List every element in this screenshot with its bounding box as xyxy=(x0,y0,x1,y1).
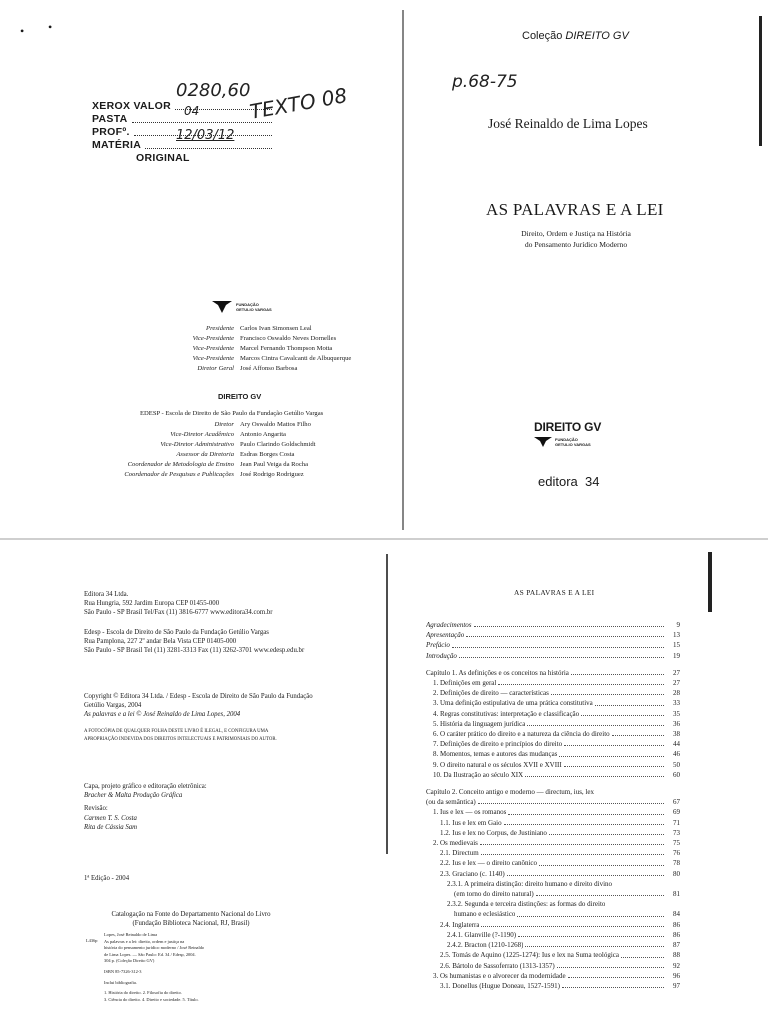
toc-leader-dots xyxy=(517,916,664,917)
toc-page-number: 69 xyxy=(673,808,680,817)
toc-page-number: 36 xyxy=(673,719,680,728)
toc-leader-dots xyxy=(595,705,664,706)
cip-line: história do pensamento jurídico moderno / José Reinaldo xyxy=(104,945,205,951)
toc-leader-dots xyxy=(557,967,664,968)
toc-leader-dots xyxy=(562,987,664,988)
address-line: Edesp - Escola de Direito de São Paulo da Fundação Getúlio Vargas xyxy=(84,629,269,636)
toc-page-number: 92 xyxy=(673,961,680,970)
toc-page-number: 50 xyxy=(673,760,680,769)
page-edge xyxy=(759,16,762,146)
toc-page-number: 75 xyxy=(673,839,680,848)
cip-line: ISBN 85-7326-312-3 xyxy=(104,968,142,974)
book-title: AS PALAVRAS E A LEI xyxy=(486,200,664,219)
editora-address xyxy=(84,590,273,618)
toc-page-number: 84 xyxy=(673,910,680,919)
toc-entry-title: 7. Definições de direito e princípios do direito xyxy=(433,740,563,749)
cip-line: As palavras e a lei: direito, ordem e justiça na xyxy=(104,938,185,944)
table-of-contents xyxy=(426,620,680,991)
credits-line: Rita de Cássia Sam xyxy=(84,823,138,831)
toc-leader-dots xyxy=(518,936,664,937)
toc-entry-title: 1.1. Ius e lex em Gaio xyxy=(440,818,502,827)
toc-entry-title: Prefácio xyxy=(426,641,450,650)
toc-entry xyxy=(426,818,680,828)
toc-page-number: 76 xyxy=(673,849,680,858)
board-name: Francisco Oswaldo Neves Dornelles xyxy=(240,335,337,342)
toc-leader-dots xyxy=(508,814,664,815)
photocopy-warning xyxy=(84,728,277,744)
toc-page-number: 96 xyxy=(673,971,680,980)
toc-entry-title: 10. Da Ilustração ao século XIX xyxy=(433,770,524,779)
toc-entry-title: 2. Os medievais xyxy=(433,839,478,848)
board-role: Vice-Presidente xyxy=(192,345,234,352)
cip-line: de Lima Lopes. — São Paulo: Ed. 34 / Edesp, 2004. xyxy=(104,951,196,957)
toc-entry xyxy=(426,739,680,749)
toc-page-number: 81 xyxy=(673,890,680,899)
toc-page-number: 71 xyxy=(673,818,680,827)
staff-name: Ary Oswaldo Mattos Filho xyxy=(240,421,311,428)
toc-entry xyxy=(426,889,680,899)
copyright-line: As palavras e a lei © José Reinaldo de Lima Lopes, 2004 xyxy=(84,711,241,719)
page-range-handwritten-note: p.68-75 xyxy=(452,72,518,92)
fgv-emblem-icon xyxy=(534,436,552,448)
toc-entry xyxy=(426,961,680,971)
board-role: Presidente xyxy=(206,325,234,332)
toc-leader-dots xyxy=(474,626,665,627)
toc-entry xyxy=(426,920,680,930)
toc-page-number: 78 xyxy=(673,859,680,868)
board-role: Vice-Presidente xyxy=(192,355,234,362)
toc-page-number: 35 xyxy=(673,709,680,718)
warning-line: APROPRIAÇÃO INDEVIDA DOS DIREITOS INTELECTUAIS E PATRIMONIAIS DO AUTOR. xyxy=(84,737,277,742)
toc-entry xyxy=(426,698,680,708)
copyright-line: Getúlio Vargas, 2004 xyxy=(84,702,142,710)
toc-leader-dots xyxy=(525,776,664,777)
toc-page-number: 28 xyxy=(673,689,680,698)
toc-entry xyxy=(426,620,680,630)
credits-line: Bracher & Malta Produção Gráfica xyxy=(84,792,183,800)
xerox-handwritten-value: 0280,60 xyxy=(176,80,251,101)
xerox-label: XEROX VALOR xyxy=(92,100,171,112)
texto-handwritten-note: TEXTO 08 xyxy=(247,83,349,124)
toc-entry xyxy=(426,678,680,688)
toc-page-number: 86 xyxy=(673,920,680,929)
speck-mark: • xyxy=(48,20,53,34)
toc-leader-dots xyxy=(527,725,664,726)
toc-entry xyxy=(426,828,680,838)
toc-leader-dots xyxy=(564,745,664,746)
address-line: Rua Hungria, 592 Jardim Europa CEP 01455-000 xyxy=(84,600,220,608)
cip-line: 304 p. (Coleção Direito GV) xyxy=(104,958,155,964)
cip-code: L436p xyxy=(86,938,98,943)
toc-entry-title: 2.3. Graciano (c. 1140) xyxy=(440,869,505,878)
toc-entry-title: 2.4.2. Bracton (1210-1268) xyxy=(447,941,524,950)
cip-line: 3. Ciência do direito. 4. Direito e sociedade. 5. Título. xyxy=(104,996,199,1002)
toc-leader-dots xyxy=(452,647,664,648)
toc-entry xyxy=(426,879,680,889)
edition-label: 1ª Edição - 2004 xyxy=(84,875,130,882)
fgv-logo-line1: FUNDAÇÃO xyxy=(236,302,259,307)
address-line: São Paulo - SP Brasil Tel/Fax (11) 3816-6777 www.editora34.com.br xyxy=(84,609,273,617)
edesp-staff-list xyxy=(86,420,315,480)
toc-entry xyxy=(426,899,680,909)
toc-entry-title: (em torno do direito natural) xyxy=(454,890,534,899)
toc-entry-title: 5. História da linguagem jurídica xyxy=(433,719,526,728)
toc-leader-dots xyxy=(551,694,664,695)
toc-entry xyxy=(426,797,680,807)
toc-page-number: 67 xyxy=(673,798,680,807)
toc-leader-dots xyxy=(498,684,664,685)
page-top-right xyxy=(400,0,768,540)
toc-leader-dots xyxy=(504,824,664,825)
toc-page-number: 80 xyxy=(673,869,680,878)
toc-leader-dots xyxy=(466,636,664,637)
toc-entry-title: Agradecimentos xyxy=(426,621,472,629)
toc-page-number: 97 xyxy=(673,981,680,990)
staff-name: José Rodrigo Rodriguez xyxy=(240,471,304,478)
toc-entry xyxy=(426,858,680,868)
toc-page-number: 13 xyxy=(673,631,680,640)
toc-leader-dots xyxy=(564,766,664,767)
credits-line: Revisão: xyxy=(84,805,108,813)
toc-entry xyxy=(426,971,680,981)
toc-entry xyxy=(426,930,680,940)
credits-block xyxy=(84,782,207,832)
toc-entry xyxy=(426,838,680,848)
toc-leader-dots xyxy=(480,844,664,845)
toc-page-number: 44 xyxy=(673,740,680,749)
toc-entry xyxy=(426,688,680,698)
toc-page-number: 86 xyxy=(673,930,680,939)
toc-entry xyxy=(426,869,680,879)
warning-line: A FOTOCÓPIA DE QUALQUER FOLHA DESTE LIVRO É ILEGAL, E CONFIGURA UMA xyxy=(84,729,269,734)
toc-running-header: AS PALAVRAS E A LEI xyxy=(514,588,595,597)
toc-entry xyxy=(426,729,680,739)
toc-leader-dots xyxy=(481,854,664,855)
book-author: José Reinaldo de Lima Lopes xyxy=(488,116,648,131)
toc-entry xyxy=(426,749,680,759)
board-name: Carlos Ivan Simonsen Leal xyxy=(240,325,312,332)
staff-role: Assessor da Diretoria xyxy=(176,451,234,458)
copyright-block xyxy=(84,692,313,720)
catalog-heading xyxy=(86,910,296,928)
toc-entry-title: 1. Ius e lex — os romanos xyxy=(433,808,507,817)
toc-entry-title: 3.1. Donellus (Hugue Doneau, 1527-1591) xyxy=(440,981,560,990)
cip-line: Inclui bibliografia. xyxy=(104,979,137,985)
cip-line: Lopes, José Reinaldo de Lima xyxy=(104,932,158,937)
toc-entry-title: 2.5. Tomás de Aquino (1225-1274): Ius e lex na Suma teológica xyxy=(440,951,620,960)
toc-leader-dots xyxy=(507,875,664,876)
toc-entry-title: Capítulo 2. Conceito antigo e moderno — directum, ius, lex xyxy=(426,788,594,797)
page-bottom-left xyxy=(0,540,386,1024)
prof-label: PROFº. xyxy=(92,126,130,138)
subtitle-line: Direito, Ordem e Justiça na História xyxy=(521,229,631,238)
cip-record xyxy=(104,932,204,1003)
toc-page-number: 15 xyxy=(673,641,680,650)
toc-entry-title: 9. O direito natural e os séculos XVII e XVIII xyxy=(433,760,562,769)
toc-entry-title: 2.4. Inglaterra xyxy=(440,920,480,929)
staff-role: Diretor xyxy=(214,421,234,428)
address-line: Editora 34 Ltda. xyxy=(84,591,129,598)
toc-page-number: 73 xyxy=(673,828,680,837)
toc-entry-title: 8. Momentos, temas e autores das mudanças xyxy=(433,750,558,759)
edesp-line: EDESP - Escola de Direito de São Paulo da Fundação Getúlio Vargas xyxy=(140,410,324,417)
toc-entry-title: 2.6. Bártolo de Sassoferrato (1313-1357) xyxy=(440,961,555,970)
original-label: ORIGINAL xyxy=(136,152,190,164)
page-edge xyxy=(708,552,712,612)
toc-entry xyxy=(426,909,680,919)
staff-name: Esdras Borges Costa xyxy=(240,451,295,458)
toc-entry xyxy=(426,719,680,729)
credits-line: Carmen T. S. Costa xyxy=(84,814,137,822)
collection-name: DIREITO GV xyxy=(565,30,629,42)
board-name: Marcel Fernando Thompson Motta xyxy=(240,345,333,352)
pasta-handwritten-value: 04 xyxy=(184,104,200,118)
toc-leader-dots xyxy=(559,756,664,757)
collection-prefix: Coleção xyxy=(522,30,566,42)
toc-entry xyxy=(426,651,680,661)
subtitle-line: do Pensamento Jurídico Moderno xyxy=(524,240,628,249)
fgv-logo-line2: GETULIO VARGAS xyxy=(236,307,272,312)
toc-entry-title: 3. Os humanistas e o alvorecer da modernidade xyxy=(433,971,566,980)
toc-entry-title: 2.1. Directum xyxy=(440,849,479,858)
book-subtitle xyxy=(508,228,644,250)
board-name: Marcos Cintra Cavalcanti de Albuquerque xyxy=(240,355,352,362)
credits-line: Capa, projeto gráfico e editoração eletrônica: xyxy=(84,783,207,790)
direitogv-heading: DIREITO GV xyxy=(218,392,262,401)
toc-entry xyxy=(426,640,680,650)
staff-role: Vice-Diretor Acadêmico xyxy=(170,431,234,438)
toc-page-number: 88 xyxy=(673,951,680,960)
pasta-label: PASTA xyxy=(92,113,128,125)
cip-line: 1. História do direito. 2. Filosofia do direito. xyxy=(104,990,182,996)
toc-page-number: 46 xyxy=(673,750,680,759)
materia-label: MATÉRIA xyxy=(92,139,142,151)
brand-sub-line2: GETULIO VARGAS xyxy=(555,442,591,447)
toc-entry xyxy=(426,709,680,719)
staff-role: Vice-Diretor Administrativo xyxy=(160,441,234,448)
board-list xyxy=(152,324,351,374)
toc-entry-title: humano e eclesiástico xyxy=(454,910,516,919)
edesp-address xyxy=(84,628,304,656)
staff-name: Antonio Angarita xyxy=(240,431,286,438)
toc-leader-dots xyxy=(612,735,664,736)
toc-page-number: 27 xyxy=(673,679,680,688)
toc-entry-title: 6. O caráter prático do direito e a natureza da ciência do direito xyxy=(433,730,610,739)
toc-leader-dots xyxy=(571,674,664,675)
toc-entry-title: 1.2. Ius e lex no Corpus, de Justiniano xyxy=(440,828,547,837)
toc-entry-title: 2.3.2. Segunda e terceira distinções: as formas do direito xyxy=(447,900,606,909)
binding-fold xyxy=(386,554,388,854)
toc-entry xyxy=(426,668,680,678)
toc-leader-dots xyxy=(459,657,664,658)
toc-entry xyxy=(426,807,680,817)
fgv-logo xyxy=(212,300,272,314)
staff-role: Coordenador de Pesquisas e Publicações xyxy=(124,471,234,478)
toc-page-number: 33 xyxy=(673,699,680,708)
toc-entry xyxy=(426,950,680,960)
copyright-line: Copyright © Editora 34 Ltda. / Edesp - Escola de Direito de São Paulo da Fundação xyxy=(84,693,313,700)
brand-direitogv: DIREITO GV xyxy=(534,420,602,434)
speck-mark: • xyxy=(20,24,25,38)
board-role: Diretor Geral xyxy=(197,365,234,372)
toc-entry-title: Introdução xyxy=(426,651,457,660)
toc-entry-title: 3. Uma definição estipulativa de uma prática constitutiva xyxy=(433,699,593,708)
toc-entry xyxy=(426,760,680,770)
publisher-label: editora 34 xyxy=(538,474,600,489)
fgv-emblem-icon xyxy=(212,300,232,314)
toc-entry xyxy=(426,981,680,991)
staff-name: Jean Paul Veiga da Rocha xyxy=(240,461,308,468)
toc-entry xyxy=(426,848,680,858)
toc-entry-title: 2.2. Ius e lex — o direito canônico xyxy=(440,859,538,868)
toc-entry xyxy=(426,770,680,780)
toc-leader-dots xyxy=(581,715,664,716)
toc-entry xyxy=(426,940,680,950)
address-line: Rua Pamplona, 227 2º andar Bela Vista CEP 01405-000 xyxy=(84,638,237,646)
toc-page-number: 87 xyxy=(673,941,680,950)
toc-leader-dots xyxy=(568,977,664,978)
binding-fold xyxy=(402,10,404,530)
toc-entry-title: 4. Regras constitutivas: interpretação e classificação xyxy=(433,709,580,718)
catalog-line: Catalogação na Fonte do Departamento Nacional do Livro xyxy=(111,911,271,918)
brand-fgv-logo xyxy=(534,436,591,448)
toc-entry-title: 2.3.1. A primeira distinção: direito humano e direito divino xyxy=(447,879,613,888)
toc-leader-dots xyxy=(549,834,664,835)
toc-page-number: 27 xyxy=(673,668,680,677)
toc-entry-title: 1. Definições em geral xyxy=(433,679,497,688)
toc-entry xyxy=(426,787,680,797)
toc-leader-dots xyxy=(536,895,664,896)
toc-entry-title: Capítulo 1. As definições e os conceitos na história xyxy=(426,668,569,677)
staff-name: Paulo Clarindo Goldschmidt xyxy=(240,441,316,448)
toc-page-number: 19 xyxy=(673,651,680,660)
toc-entry-title: 2. Definições de direito — características xyxy=(433,689,549,698)
toc-page-number: 60 xyxy=(673,770,680,779)
toc-leader-dots xyxy=(525,946,664,947)
staff-role: Coordenador de Metodologia de Ensino xyxy=(127,461,234,468)
toc-entry xyxy=(426,630,680,640)
materia-handwritten-value: 12/03/12 xyxy=(176,128,235,143)
toc-leader-dots xyxy=(621,957,664,958)
toc-entry-title: 2.4.1. Glanville (?-1190) xyxy=(447,930,517,939)
toc-page-number: 38 xyxy=(673,730,680,739)
toc-entry-title: Apresentação xyxy=(426,631,465,640)
brand-sub-line1: FUNDAÇÃO xyxy=(555,437,578,442)
collection-label xyxy=(522,30,629,42)
page-bottom-right xyxy=(386,540,768,1024)
toc-leader-dots xyxy=(539,865,664,866)
toc-page-number: 9 xyxy=(676,621,680,629)
toc-leader-dots xyxy=(478,803,664,804)
board-role: Vice-Presidente xyxy=(192,335,234,342)
board-name: José Affonso Barbosa xyxy=(240,365,298,372)
toc-entry-title: (ou da semântica) xyxy=(426,798,476,807)
address-line: São Paulo - SP Brasil Tel (11) 3281-3313 Fax (11) 3262-3701 www.edesp.edu.br xyxy=(84,647,305,655)
toc-leader-dots xyxy=(481,926,664,927)
page-top-left xyxy=(0,0,400,540)
catalog-line: (Fundação Biblioteca Nacional, RJ, Brasil) xyxy=(132,920,250,928)
